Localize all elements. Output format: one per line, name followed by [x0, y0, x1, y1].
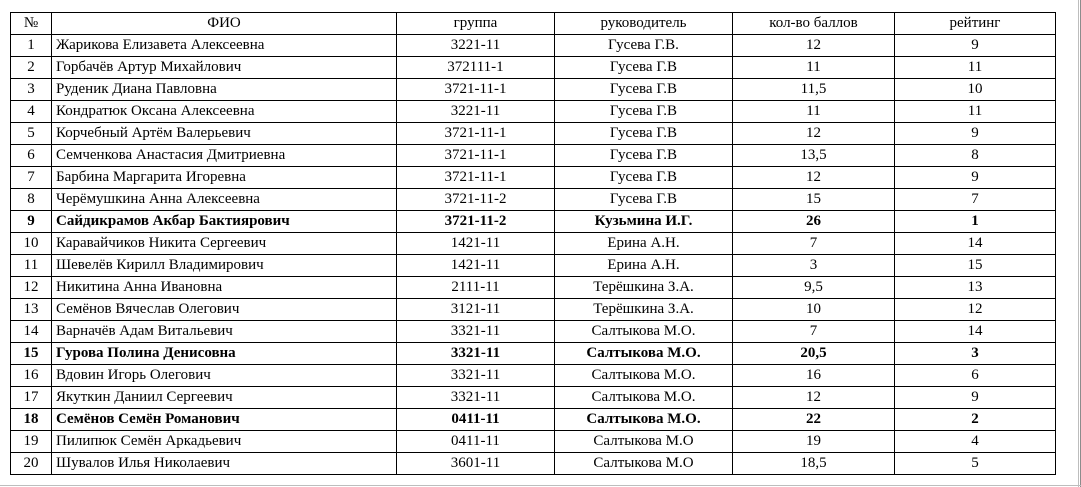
cell-score: 10: [733, 299, 895, 321]
table-row: [11, 189, 1056, 211]
cell-supervisor: Салтыкова М.О.: [555, 321, 733, 343]
cell-name: Вдовин Игорь Олегович: [52, 365, 397, 387]
table-body: [11, 35, 1056, 475]
cell-rank: 11: [895, 57, 1056, 79]
cell-name: Гурова Полина Денисовна: [52, 343, 397, 365]
cell-score: 9,5: [733, 277, 895, 299]
cell-num: 10: [11, 233, 52, 255]
cell-num: 4: [11, 101, 52, 123]
cell-rank: 7: [895, 189, 1056, 211]
cell-num: 19: [11, 431, 52, 453]
cell-rank: 4: [895, 431, 1056, 453]
header-name: ФИО: [52, 13, 397, 35]
table-row: [11, 167, 1056, 189]
cell-group: 3221-11: [397, 35, 555, 57]
table-row: [11, 387, 1056, 409]
cell-supervisor: Салтыкова М.О.: [555, 409, 733, 431]
cell-group: 3221-11: [397, 101, 555, 123]
cell-group: 0411-11: [397, 431, 555, 453]
cell-name: Пилипюк Семён Аркадьевич: [52, 431, 397, 453]
cell-supervisor: Ерина А.Н.: [555, 255, 733, 277]
table-row: [11, 145, 1056, 167]
cell-group: 3721-11-1: [397, 123, 555, 145]
cell-score: 3: [733, 255, 895, 277]
cell-num: 13: [11, 299, 52, 321]
cell-num: 2: [11, 57, 52, 79]
header-score: кол-во баллов: [733, 13, 895, 35]
cell-rank: 2: [895, 409, 1056, 431]
cell-group: 3601-11: [397, 453, 555, 475]
cell-score: 18,5: [733, 453, 895, 475]
cell-num: 20: [11, 453, 52, 475]
cell-supervisor: Салтыкова М.О: [555, 453, 733, 475]
cell-score: 12: [733, 123, 895, 145]
cell-score: 11: [733, 101, 895, 123]
table-row: [11, 321, 1056, 343]
table-row: [11, 255, 1056, 277]
cell-name: Семёнов Вячеслав Олегович: [52, 299, 397, 321]
cell-score: 16: [733, 365, 895, 387]
cell-name: Шевелёв Кирилл Владимирович: [52, 255, 397, 277]
cell-score: 12: [733, 35, 895, 57]
cell-score: 19: [733, 431, 895, 453]
cell-num: 5: [11, 123, 52, 145]
cell-supervisor: Салтыкова М.О: [555, 431, 733, 453]
cell-group: 3321-11: [397, 365, 555, 387]
cell-num: 14: [11, 321, 52, 343]
page-edge-bottom: [0, 485, 1081, 486]
table-row: [11, 101, 1056, 123]
cell-name: Никитина Анна Ивановна: [52, 277, 397, 299]
cell-rank: 9: [895, 167, 1056, 189]
cell-group: 3321-11: [397, 387, 555, 409]
cell-supervisor: Салтыкова М.О.: [555, 343, 733, 365]
cell-rank: 14: [895, 321, 1056, 343]
cell-score: 26: [733, 211, 895, 233]
header-rank: рейтинг: [895, 13, 1056, 35]
cell-score: 11,5: [733, 79, 895, 101]
cell-name: Шувалов Илья Николаевич: [52, 453, 397, 475]
cell-score: 13,5: [733, 145, 895, 167]
cell-supervisor: Терёшкина З.А.: [555, 299, 733, 321]
cell-num: 11: [11, 255, 52, 277]
cell-score: 11: [733, 57, 895, 79]
cell-score: 15: [733, 189, 895, 211]
cell-group: 3721-11-1: [397, 145, 555, 167]
cell-num: 6: [11, 145, 52, 167]
table-row: [11, 277, 1056, 299]
table-row: [11, 123, 1056, 145]
cell-name: Сайдикрамов Акбар Бактиярович: [52, 211, 397, 233]
cell-group: 3321-11: [397, 321, 555, 343]
cell-group: 3121-11: [397, 299, 555, 321]
cell-group: 1421-11: [397, 233, 555, 255]
cell-name: Руденик Диана Павловна: [52, 79, 397, 101]
cell-supervisor: Кузьмина И.Г.: [555, 211, 733, 233]
cell-group: 3321-11: [397, 343, 555, 365]
cell-name: Горбачёв Артур Михайлович: [52, 57, 397, 79]
table-row: [11, 35, 1056, 57]
cell-group: 3721-11-2: [397, 189, 555, 211]
cell-supervisor: Ерина А.Н.: [555, 233, 733, 255]
cell-rank: 8: [895, 145, 1056, 167]
cell-score: 20,5: [733, 343, 895, 365]
cell-supervisor: Гусева Г.В: [555, 123, 733, 145]
table-header-row: [11, 13, 1056, 35]
cell-rank: 9: [895, 387, 1056, 409]
cell-num: 18: [11, 409, 52, 431]
cell-name: Черёмушкина Анна Алексеевна: [52, 189, 397, 211]
cell-name: Якуткин Даниил Сергеевич: [52, 387, 397, 409]
cell-supervisor: Терёшкина З.А.: [555, 277, 733, 299]
cell-supervisor: Гусева Г.В: [555, 145, 733, 167]
cell-supervisor: Гусева Г.В: [555, 189, 733, 211]
cell-score: 7: [733, 321, 895, 343]
cell-rank: 9: [895, 123, 1056, 145]
header-supervisor: руководитель: [555, 13, 733, 35]
cell-group: 3721-11-1: [397, 79, 555, 101]
cell-num: 9: [11, 211, 52, 233]
cell-rank: 11: [895, 101, 1056, 123]
cell-name: Варначёв Адам Витальевич: [52, 321, 397, 343]
cell-rank: 13: [895, 277, 1056, 299]
table-row: [11, 211, 1056, 233]
table-row: [11, 409, 1056, 431]
cell-name: Кондратюк Оксана Алексеевна: [52, 101, 397, 123]
cell-num: 17: [11, 387, 52, 409]
cell-supervisor: Гусева Г.В.: [555, 35, 733, 57]
cell-group: 2111-11: [397, 277, 555, 299]
cell-score: 7: [733, 233, 895, 255]
cell-group: 372111-1: [397, 57, 555, 79]
header-num: №: [11, 13, 52, 35]
rating-table: [10, 12, 1056, 475]
cell-score: 12: [733, 387, 895, 409]
table-row: [11, 79, 1056, 101]
table-row: [11, 431, 1056, 453]
header-group: группа: [397, 13, 555, 35]
cell-num: 3: [11, 79, 52, 101]
cell-score: 12: [733, 167, 895, 189]
cell-num: 15: [11, 343, 52, 365]
table-row: [11, 57, 1056, 79]
cell-supervisor: Гусева Г.В: [555, 101, 733, 123]
cell-rank: 14: [895, 233, 1056, 255]
cell-name: Барбина Маргарита Игоревна: [52, 167, 397, 189]
cell-group: 0411-11: [397, 409, 555, 431]
cell-name: Каравайчиков Никита Сергеевич: [52, 233, 397, 255]
cell-group: 1421-11: [397, 255, 555, 277]
cell-rank: 15: [895, 255, 1056, 277]
cell-group: 3721-11-2: [397, 211, 555, 233]
cell-rank: 1: [895, 211, 1056, 233]
cell-num: 1: [11, 35, 52, 57]
table-row: [11, 453, 1056, 475]
page-edge-right: [1078, 0, 1079, 487]
cell-num: 16: [11, 365, 52, 387]
cell-rank: 12: [895, 299, 1056, 321]
cell-rank: 10: [895, 79, 1056, 101]
cell-name: Корчебный Артём Валерьевич: [52, 123, 397, 145]
cell-supervisor: Гусева Г.В: [555, 57, 733, 79]
cell-rank: 3: [895, 343, 1056, 365]
cell-supervisor: Салтыкова М.О.: [555, 365, 733, 387]
cell-num: 12: [11, 277, 52, 299]
table-row: [11, 233, 1056, 255]
cell-supervisor: Гусева Г.В: [555, 79, 733, 101]
table-row: [11, 343, 1056, 365]
table-row: [11, 365, 1056, 387]
cell-supervisor: Салтыкова М.О.: [555, 387, 733, 409]
cell-name: Жарикова Елизавета Алексеевна: [52, 35, 397, 57]
cell-num: 7: [11, 167, 52, 189]
cell-score: 22: [733, 409, 895, 431]
cell-rank: 9: [895, 35, 1056, 57]
cell-name: Семченкова Анастасия Дмитриевна: [52, 145, 397, 167]
cell-rank: 5: [895, 453, 1056, 475]
table-row: [11, 299, 1056, 321]
cell-group: 3721-11-1: [397, 167, 555, 189]
cell-num: 8: [11, 189, 52, 211]
cell-supervisor: Гусева Г.В: [555, 167, 733, 189]
cell-rank: 6: [895, 365, 1056, 387]
cell-name: Семёнов Семён Романович: [52, 409, 397, 431]
